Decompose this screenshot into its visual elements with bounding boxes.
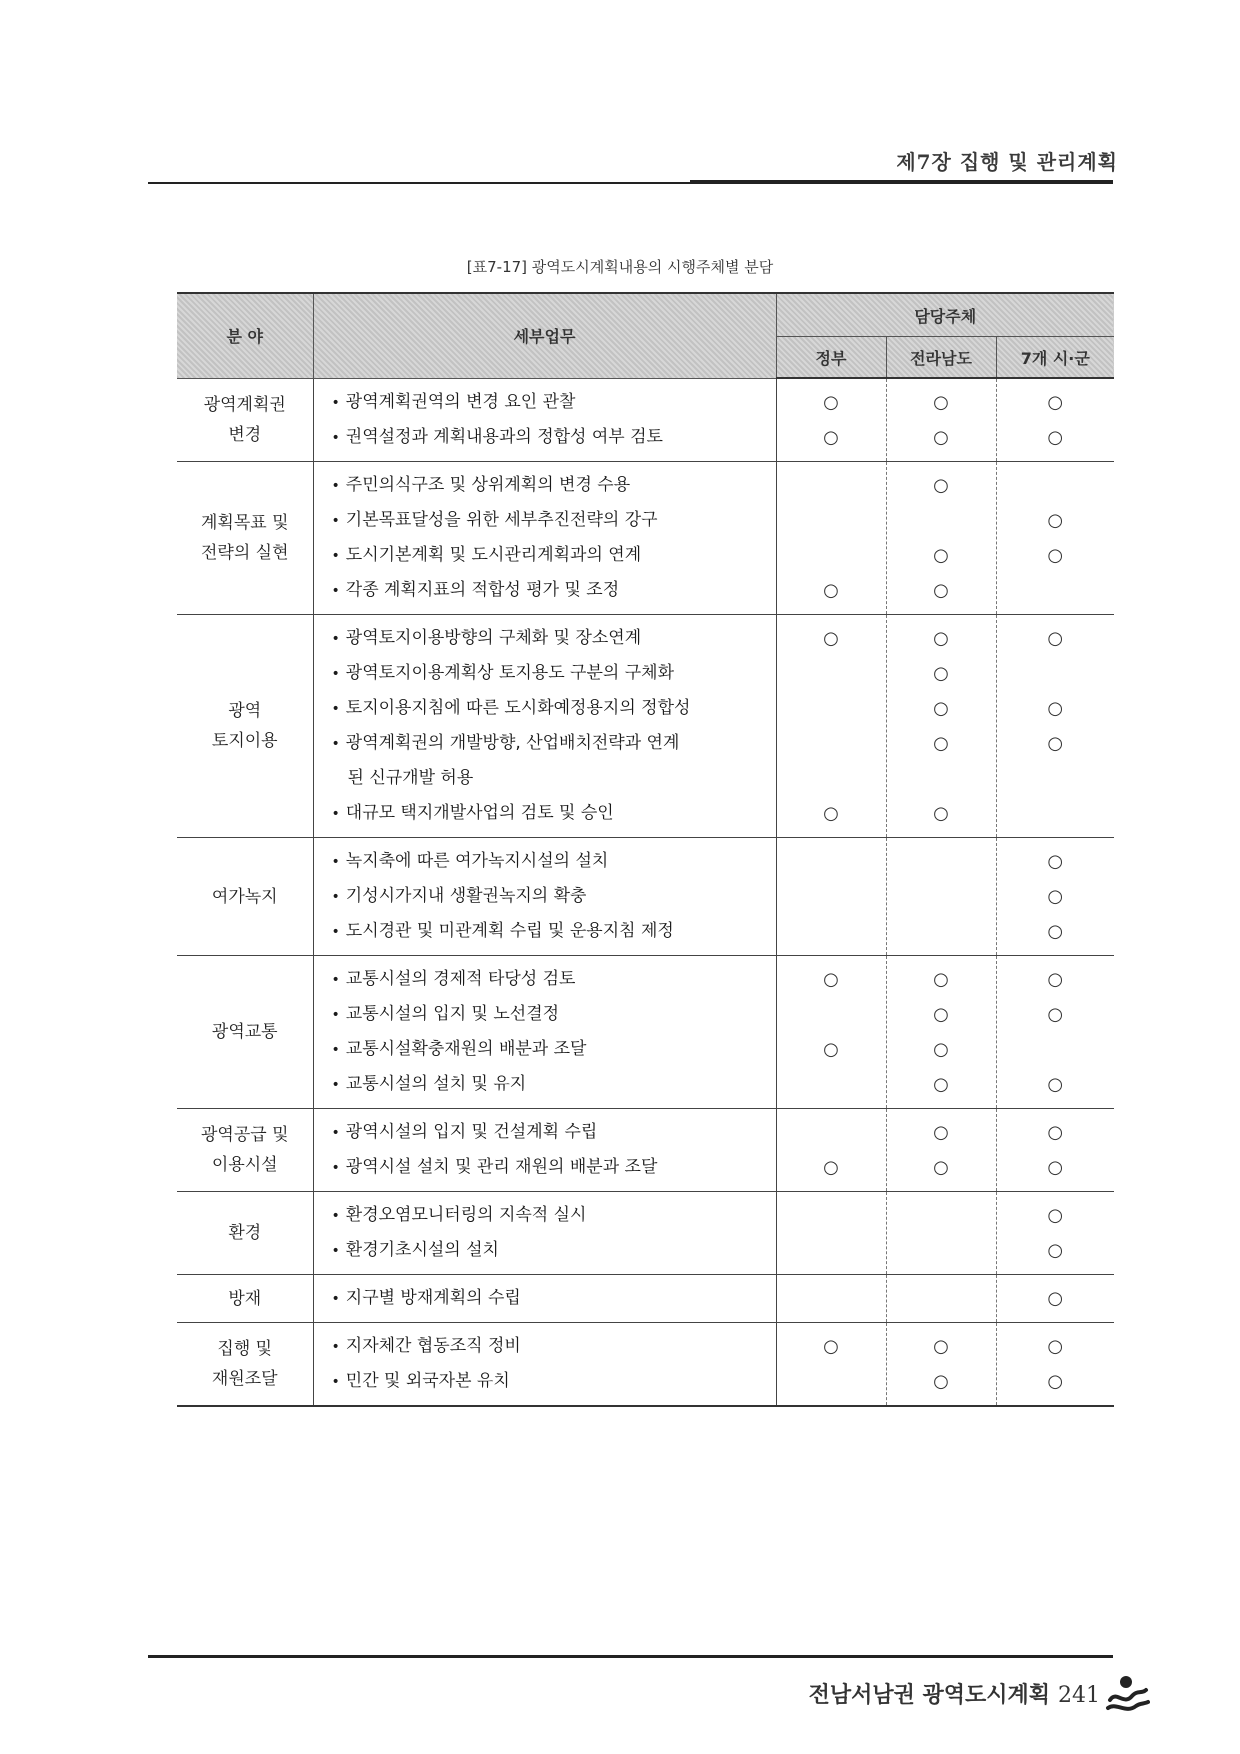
responsibility-mark bbox=[997, 796, 1115, 831]
table-row bbox=[177, 615, 1114, 838]
mark-cell-cities bbox=[996, 462, 1114, 615]
responsibility-mark bbox=[777, 1281, 886, 1316]
table-body bbox=[177, 378, 1114, 1406]
task-text: 민간 및 외국자본 유치 bbox=[345, 1371, 510, 1391]
mark-cell-cities bbox=[996, 1275, 1114, 1323]
task-item bbox=[332, 879, 776, 914]
mark-cell-jeonnam bbox=[886, 378, 996, 462]
responsibility-mark bbox=[777, 726, 886, 761]
bullet-icon: • bbox=[331, 806, 340, 822]
footer-rule bbox=[148, 1655, 1113, 1658]
responsibility-mark: ○ bbox=[823, 1336, 839, 1357]
responsibility-mark bbox=[777, 914, 886, 949]
table-row bbox=[177, 1323, 1114, 1407]
responsibility-mark bbox=[777, 468, 886, 503]
mark-cell-cities bbox=[996, 956, 1114, 1109]
task-text: 주민의식구조 및 상위계획의 변경 수용 bbox=[345, 475, 631, 495]
responsibility-mark: ○ bbox=[1047, 427, 1064, 448]
responsibility-mark: ○ bbox=[1047, 1074, 1064, 1095]
field-cell bbox=[177, 1275, 313, 1323]
task-item bbox=[332, 997, 776, 1032]
mark-cell-cities bbox=[996, 1109, 1114, 1192]
responsibility-mark bbox=[887, 1281, 996, 1316]
responsibility-mark bbox=[887, 1233, 996, 1268]
bullet-icon: • bbox=[331, 1374, 340, 1390]
responsibility-mark bbox=[777, 691, 886, 726]
task-text: 광역계획권의 개발방향, 산업배치전략과 연계 bbox=[345, 733, 680, 753]
task-item bbox=[332, 1198, 776, 1233]
task-item bbox=[332, 420, 776, 455]
responsibility-mark: ○ bbox=[933, 392, 949, 413]
bullet-icon: • bbox=[331, 972, 340, 988]
responsibility-mark bbox=[777, 1115, 886, 1150]
task-item bbox=[332, 962, 776, 997]
field-cell bbox=[177, 838, 313, 956]
responsibility-mark: ○ bbox=[933, 1336, 949, 1357]
field-label: 광역교통 bbox=[211, 1022, 278, 1042]
responsibility-mark bbox=[887, 879, 996, 914]
responsibility-mark bbox=[997, 656, 1115, 691]
tasks-cell bbox=[313, 615, 776, 838]
tasks-cell bbox=[313, 838, 776, 956]
responsibility-mark bbox=[777, 997, 886, 1032]
task-text: 된 신규개발 허용 bbox=[347, 768, 474, 788]
responsibility-table bbox=[177, 292, 1114, 1407]
task-item bbox=[332, 691, 776, 726]
task-item bbox=[332, 1150, 776, 1185]
mark-cell-cities bbox=[996, 615, 1114, 838]
responsibility-mark: ○ bbox=[933, 969, 949, 990]
task-text: 광역시설 설치 및 관리 재원의 배분과 조달 bbox=[345, 1157, 658, 1177]
task-text: 교통시설의 경제적 타당성 검토 bbox=[345, 969, 576, 989]
responsibility-mark: ○ bbox=[933, 1004, 949, 1025]
responsibility-mark bbox=[777, 844, 886, 879]
field-cell bbox=[177, 462, 313, 615]
field-label: 이용시설 bbox=[211, 1155, 278, 1175]
field-cell bbox=[177, 1192, 313, 1275]
task-item bbox=[332, 1233, 776, 1268]
table-row bbox=[177, 838, 1114, 956]
responsibility-mark bbox=[777, 538, 886, 573]
task-text: 녹지축에 따른 여가녹지시설의 설치 bbox=[345, 851, 609, 871]
responsibility-mark: ○ bbox=[933, 1371, 949, 1392]
task-item bbox=[332, 844, 776, 879]
header-tasks: 세부업무 bbox=[313, 293, 776, 378]
task-item bbox=[332, 1364, 776, 1399]
responsibility-mark: ○ bbox=[823, 392, 839, 413]
responsibility-mark: ○ bbox=[1047, 851, 1064, 872]
task-item bbox=[332, 573, 776, 608]
task-item bbox=[332, 1115, 776, 1150]
field-label: 광역 bbox=[228, 701, 262, 721]
tasks-cell bbox=[313, 1109, 776, 1192]
responsibility-mark: ○ bbox=[1047, 698, 1064, 719]
task-text: 권역설정과 계획내용과의 정합성 여부 검토 bbox=[345, 426, 663, 447]
task-item bbox=[332, 1067, 776, 1102]
task-item bbox=[332, 1281, 776, 1316]
mark-cell-government bbox=[776, 1323, 886, 1407]
responsibility-mark bbox=[887, 503, 996, 538]
responsibility-mark: ○ bbox=[823, 427, 839, 448]
field-label: 토지이용 bbox=[211, 731, 278, 751]
table-row bbox=[177, 1192, 1114, 1275]
task-text: 지구별 방재계획의 수립 bbox=[345, 1288, 521, 1308]
responsibility-mark: ○ bbox=[1047, 1371, 1064, 1392]
responsibility-mark: ○ bbox=[933, 545, 949, 566]
responsibility-mark bbox=[887, 761, 996, 796]
field-label: 여가녹지 bbox=[211, 886, 278, 907]
task-item bbox=[332, 726, 776, 761]
task-item bbox=[332, 468, 776, 503]
bullet-icon: • bbox=[331, 889, 340, 905]
header-subject-jeonnam: 전라남도 bbox=[886, 337, 996, 379]
responsibility-mark bbox=[777, 656, 886, 691]
responsibility-mark: ○ bbox=[823, 580, 839, 601]
responsibility-mark bbox=[777, 1364, 886, 1399]
responsibility-mark: ○ bbox=[933, 580, 949, 601]
field-label: 재원조달 bbox=[211, 1369, 278, 1389]
responsibility-mark: ○ bbox=[1047, 969, 1064, 990]
field-label: 계획목표 및 bbox=[200, 513, 289, 533]
tasks-cell bbox=[313, 378, 776, 462]
responsibility-mark: ○ bbox=[933, 1157, 949, 1178]
mark-cell-government bbox=[776, 615, 886, 838]
mark-cell-jeonnam bbox=[886, 1323, 996, 1407]
bullet-icon: • bbox=[331, 924, 340, 940]
field-label: 광역계획권 bbox=[203, 394, 286, 415]
field-cell bbox=[177, 615, 313, 838]
tasks-cell bbox=[313, 462, 776, 615]
responsibility-mark: ○ bbox=[1047, 1205, 1064, 1226]
task-text: 지자체간 협동조직 정비 bbox=[345, 1336, 521, 1356]
tasks-cell bbox=[313, 956, 776, 1109]
responsibility-mark: ○ bbox=[1047, 1004, 1064, 1025]
task-item bbox=[332, 656, 776, 691]
task-text: 광역계획권역의 변경 요인 관찰 bbox=[345, 391, 576, 412]
task-text: 교통시설의 입지 및 노선결정 bbox=[345, 1004, 560, 1024]
header-subject-government: 정부 bbox=[776, 337, 886, 379]
mark-cell-cities bbox=[996, 838, 1114, 956]
task-text: 교통시설의 설치 및 유지 bbox=[345, 1074, 527, 1094]
mark-cell-cities bbox=[996, 378, 1114, 462]
mark-cell-government bbox=[776, 462, 886, 615]
task-item bbox=[332, 538, 776, 573]
responsibility-mark: ○ bbox=[823, 969, 839, 990]
bullet-icon: • bbox=[331, 394, 340, 411]
task-item bbox=[332, 761, 776, 796]
mark-cell-government bbox=[776, 1109, 886, 1192]
mark-cell-jeonnam bbox=[886, 1192, 996, 1275]
bullet-icon: • bbox=[331, 666, 340, 682]
bullet-icon: • bbox=[331, 548, 340, 564]
bullet-icon: • bbox=[331, 736, 340, 752]
task-item bbox=[332, 621, 776, 656]
task-item bbox=[332, 385, 776, 420]
responsibility-mark: ○ bbox=[933, 427, 949, 448]
responsibility-mark bbox=[997, 573, 1115, 608]
footer-title bbox=[809, 1678, 1100, 1709]
responsibility-mark bbox=[997, 468, 1115, 503]
responsibility-mark: ○ bbox=[933, 1122, 949, 1143]
field-label: 방재 bbox=[228, 1288, 262, 1309]
responsibility-mark bbox=[777, 1067, 886, 1102]
tasks-cell bbox=[313, 1192, 776, 1275]
responsibility-mark: ○ bbox=[823, 628, 839, 649]
bullet-icon: • bbox=[331, 631, 340, 647]
field-label: 변경 bbox=[228, 424, 262, 445]
table-caption: [표7-17] 광역도시계획내용의 시행주체별 분담 bbox=[466, 258, 774, 276]
responsibility-mark: ○ bbox=[1047, 628, 1064, 649]
bullet-icon: • bbox=[331, 583, 340, 599]
responsibility-mark: ○ bbox=[933, 475, 949, 496]
table-row bbox=[177, 378, 1114, 462]
table-row bbox=[177, 1109, 1114, 1192]
mark-cell-jeonnam bbox=[886, 615, 996, 838]
header-rule-accent bbox=[690, 180, 1113, 184]
table-row bbox=[177, 462, 1114, 615]
task-text: 환경오염모니터링의 지속적 실시 bbox=[345, 1205, 587, 1225]
task-text: 기성시가지내 생활권녹지의 확충 bbox=[345, 886, 587, 906]
tasks-cell bbox=[313, 1275, 776, 1323]
responsibility-mark: ○ bbox=[1047, 1240, 1064, 1261]
mark-cell-government bbox=[776, 378, 886, 462]
field-label: 환경 bbox=[228, 1223, 262, 1243]
field-label: 광역공급 및 bbox=[200, 1125, 289, 1145]
responsibility-mark: ○ bbox=[933, 698, 949, 719]
responsibility-mark: ○ bbox=[933, 628, 949, 649]
chapter-title: 제7장 집행 및 관리계획 bbox=[896, 150, 1118, 174]
responsibility-mark: ○ bbox=[1047, 733, 1064, 754]
mark-cell-government bbox=[776, 838, 886, 956]
responsibility-mark: ○ bbox=[933, 1074, 949, 1095]
responsibility-mark: ○ bbox=[933, 733, 949, 754]
header-field: 분 야 bbox=[177, 293, 313, 378]
responsibility-mark: ○ bbox=[823, 803, 839, 824]
bullet-icon: • bbox=[331, 1243, 340, 1259]
bullet-icon: • bbox=[331, 513, 340, 529]
bullet-icon: • bbox=[331, 1007, 340, 1023]
field-label: 전략의 실현 bbox=[200, 543, 289, 563]
responsibility-mark bbox=[997, 1032, 1115, 1067]
mark-cell-cities bbox=[996, 1323, 1114, 1407]
task-text: 환경기초시설의 설치 bbox=[345, 1240, 499, 1260]
task-item bbox=[332, 1329, 776, 1364]
responsibility-mark: ○ bbox=[823, 1039, 839, 1060]
emblem-icon bbox=[1104, 1672, 1150, 1716]
field-cell bbox=[177, 378, 313, 462]
bullet-icon: • bbox=[331, 1077, 340, 1093]
bullet-icon: • bbox=[331, 429, 340, 446]
bullet-icon: • bbox=[331, 1291, 340, 1307]
task-text: 기본목표달성을 위한 세부추진전략의 강구 bbox=[345, 510, 658, 530]
responsibility-mark bbox=[887, 844, 996, 879]
table-row bbox=[177, 1275, 1114, 1323]
page-number: 241 bbox=[1058, 1683, 1100, 1708]
mark-cell-government bbox=[776, 1192, 886, 1275]
field-cell bbox=[177, 1109, 313, 1192]
field-label: 집행 및 bbox=[217, 1339, 273, 1359]
mark-cell-government bbox=[776, 1275, 886, 1323]
responsibility-mark: ○ bbox=[1047, 510, 1064, 531]
responsibility-mark bbox=[777, 761, 886, 796]
responsibility-mark: ○ bbox=[823, 1157, 839, 1178]
responsibility-mark: ○ bbox=[1047, 1336, 1064, 1357]
task-text: 토지이용지침에 따른 도시화예정용지의 정합성 bbox=[345, 698, 691, 718]
task-text: 광역시설의 입지 및 건설계획 수립 bbox=[345, 1122, 598, 1142]
responsibility-mark: ○ bbox=[1047, 392, 1064, 413]
bullet-icon: • bbox=[331, 1160, 340, 1176]
task-text: 대규모 택지개발사업의 검토 및 승인 bbox=[345, 803, 614, 823]
plan-title: 전남서남권 광역도시계획 bbox=[808, 1682, 1050, 1708]
responsibility-mark bbox=[997, 761, 1115, 796]
mark-cell-government bbox=[776, 956, 886, 1109]
header-subject-group: 담당주체 bbox=[776, 293, 1114, 337]
task-item bbox=[332, 914, 776, 949]
responsibility-mark bbox=[777, 1198, 886, 1233]
task-item bbox=[332, 503, 776, 538]
responsibility-mark: ○ bbox=[933, 663, 949, 684]
bullet-icon: • bbox=[331, 1208, 340, 1224]
task-text: 각종 계획지표의 적합성 평가 및 조정 bbox=[345, 580, 620, 600]
task-text: 광역토지이용계획상 토지용도 구분의 구체화 bbox=[345, 663, 674, 683]
mark-cell-cities bbox=[996, 1192, 1114, 1275]
bullet-icon: • bbox=[331, 1125, 340, 1141]
task-item bbox=[332, 796, 776, 831]
task-text: 도시경관 및 미관계획 수립 및 운용지침 제정 bbox=[345, 921, 674, 941]
task-text: 광역토지이용방향의 구체화 및 장소연계 bbox=[345, 628, 642, 648]
field-cell bbox=[177, 1323, 313, 1407]
task-text: 교통시설확충재원의 배분과 조달 bbox=[345, 1039, 587, 1059]
mark-cell-jeonnam bbox=[886, 1109, 996, 1192]
tasks-cell bbox=[313, 1323, 776, 1407]
responsibility-mark bbox=[777, 879, 886, 914]
responsibility-mark bbox=[777, 503, 886, 538]
mark-cell-jeonnam bbox=[886, 838, 996, 956]
bullet-icon: • bbox=[331, 854, 340, 870]
task-text: 도시기본계획 및 도시관리계획과의 연계 bbox=[345, 545, 642, 565]
header-subject-cities: 7개 시·군 bbox=[996, 337, 1114, 379]
bullet-icon: • bbox=[331, 478, 340, 494]
bullet-icon: • bbox=[331, 701, 340, 717]
responsibility-mark: ○ bbox=[1047, 545, 1064, 566]
mark-cell-jeonnam bbox=[886, 462, 996, 615]
mark-cell-jeonnam bbox=[886, 956, 996, 1109]
responsibility-mark: ○ bbox=[1047, 1122, 1064, 1143]
bullet-icon: • bbox=[331, 1339, 340, 1355]
responsibility-mark bbox=[777, 1233, 886, 1268]
responsibility-mark bbox=[887, 1198, 996, 1233]
responsibility-mark: ○ bbox=[1047, 886, 1064, 907]
responsibility-mark: ○ bbox=[933, 803, 949, 824]
table-row bbox=[177, 956, 1114, 1109]
responsibility-mark: ○ bbox=[1047, 1288, 1064, 1309]
bullet-icon: • bbox=[331, 1042, 340, 1058]
responsibility-mark: ○ bbox=[1047, 1157, 1064, 1178]
task-item bbox=[332, 1032, 776, 1067]
responsibility-mark: ○ bbox=[933, 1039, 949, 1060]
responsibility-mark bbox=[887, 914, 996, 949]
mark-cell-jeonnam bbox=[886, 1275, 996, 1323]
field-cell bbox=[177, 956, 313, 1109]
responsibility-mark: ○ bbox=[1047, 921, 1064, 942]
